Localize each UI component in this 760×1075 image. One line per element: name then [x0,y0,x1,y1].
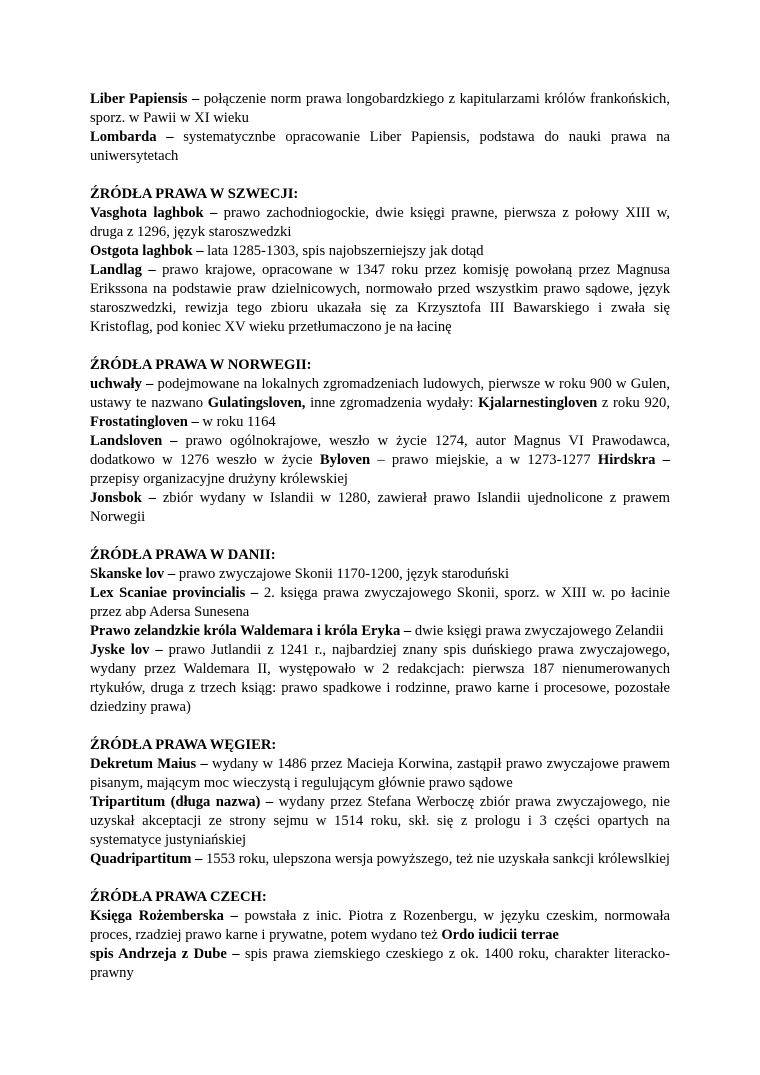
entry-text: wydany przez Stefana Werboczę zbiór prawa zwyczajowego, nie uzyskał akceptacji ze strony sejmu w 1514 roku, skł. się z prologu i 3 części opartych na systematyce justyniańskiej [90,794,670,848]
entry-term: Księga Rożemberska – [90,908,238,924]
entry-text: inne zgromadzenia wydały: [305,395,479,411]
intro-block [90,90,670,166]
document-page [90,90,670,983]
entry-text: zbiór wydany w Islandii w 1280, zawierał prawo Islandii ujednolicone z prawem Norwegii [90,490,670,525]
intro-entry [90,90,670,128]
entry [90,793,670,850]
entry-text: przepisy organizacyjne drużyny królewskiej [90,471,348,487]
entry-term: spis Andrzeja z Dube – [90,946,240,962]
entry [90,204,670,242]
entry-term: Quadripartitum – [90,851,203,867]
entry-term: Hirdskra – [597,452,670,468]
intro-entry [90,128,670,166]
entry-text: w roku 1164 [198,414,276,430]
section-heading: ŹRÓDŁA PRAWA WĘGIER: [90,737,277,753]
entry-term: Ostgota laghbok – [90,243,204,259]
section [90,527,670,717]
entry-term: Skanske lov – [90,566,176,582]
entry [90,242,670,261]
entry-term: Lex Scaniae provincialis – [90,585,259,601]
entry-term: Liber Papiensis – [90,91,200,107]
entry-term: Lombarda – [90,129,174,145]
entry [90,907,670,945]
section [90,869,670,983]
entry-term: Landsloven – [90,433,178,449]
entry-text: lata 1285-1303, spis najobszerniejszy jak dotąd [203,243,484,259]
entry [90,432,670,489]
sections-container [90,166,670,983]
entry-text: dwie księgi prawa zwyczajowego Zelandii [411,623,664,639]
entry-term: Tripartitum (długa nazwa) – [90,794,274,810]
entry-term: Prawo zelandzkie króla Waldemara i króla Eryka – [90,623,412,639]
entry-text: z roku 920, [597,395,670,411]
entry-term: Jyske lov – [90,642,163,658]
entry-term: Jonsbok – [90,490,157,506]
entry-term: Dekretum Maius – [90,756,208,772]
entry-text: prawo zachodniogockie, dwie księgi prawne, pierwsza z połowy XIII w, druga z 1296, język staroszwedzki [90,205,670,240]
entry-text: 1553 roku, ulepszona wersja powyższego, też nie uzyskała sankcji królewslkiej [202,851,670,867]
entry [90,375,670,432]
entry-text: połączenie norm prawa longobardzkiego z kapitularzami królów frankońskich, sporz. w Pawii w XI wieku [90,91,670,126]
entry-term: Byloven [319,452,371,468]
entry-text: systematycznbe opracowanie Liber Papiensis, podstawa do nauki prawa na uniwersytetach [90,129,671,164]
entry-text: prawo Jutlandii z 1241 r., najbardziej znany spis duńskiego prawa zwyczajowego, wydany przez Waldemara II, występowało w 2 redakcjach: pierwsza 187 nienumerowanych rtykułów, druga z trzech ksiąg: prawo spadkowe i rodzinne, prawo karne i procesowe, pozostałe dziedziny prawa) [90,642,671,715]
section [90,337,670,527]
entry [90,584,670,622]
entry-term: Gulatingsloven, [207,395,306,411]
section-heading: ŹRÓDŁA PRAWA W DANII: [90,547,276,563]
entry [90,755,670,793]
entry-term: Frostatingloven – [90,414,199,430]
entry-text: powstała z inic. Piotra z Rozenbergu, w języku czeskim, normowała proces, rzadziej prawo karne i prywatne, potem wydano też [90,908,670,943]
section-heading: ŹRÓDŁA PRAWA CZECH: [90,889,267,905]
entry-term: Kjalarnestingloven [478,395,598,411]
section-heading: ŹRÓDŁA PRAWA W NORWEGII: [90,357,312,373]
section [90,166,670,337]
entry-term: Vasghota laghbok – [90,205,218,221]
entry [90,261,670,337]
entry-text: wydany w 1486 przez Macieja Korwina, zastąpił prawo zwyczajowe prawem pisanym, mającym moc wieczystą i regulującym głównie prawo sądowe [90,756,670,791]
entry [90,565,670,584]
section [90,717,670,869]
entry-term: Ordo iudicii terrae [441,927,559,943]
entry [90,489,670,527]
entry [90,945,670,983]
entry-text: spis prawa ziemskiego czeskiego z ok. 1400 roku, charakter literacko-prawny [90,946,670,981]
entry-text: 2. księga prawa zwyczajowego Skonii, sporz. w XIII w. po łacinie przez abp Adersa Sunesena [90,585,670,620]
entry [90,622,670,641]
entry-text: podejmowane na lokalnych zgromadzeniach ludowych, pierwsze w roku 900 w Gulen, ustawy te nazwano [90,376,671,411]
entry [90,641,670,717]
entry-text: prawo zwyczajowe Skonii 1170-1200, język staroduński [175,566,509,582]
entry-text: prawo ogólnokrajowe, weszło w życie 1274, autor Magnus VI Prawodawca, dodatkowo w 1276 weszło w życie [90,433,670,468]
section-heading: ŹRÓDŁA PRAWA W SZWECJI: [90,186,299,202]
entry [90,850,670,869]
entry-text: prawo krajowe, opracowane w 1347 roku przez komisję powołaną przez Magnusa Erikssona na podstawie praw dzielnicowych, normowało przed wszystkim prawo sądowe, język staroszwedzki, rewizja tego zbioru ukazała się za Krzysztofa III Bawarskiego i zwała się Kristoflag, pod koniec XV wieku przetłumaczono je na łacinę [90,262,671,335]
entry-text: – prawo miejskie, a w 1273-1277 [370,452,598,468]
entry-term: Landlag – [90,262,156,278]
entry-term: uchwały – [90,376,154,392]
